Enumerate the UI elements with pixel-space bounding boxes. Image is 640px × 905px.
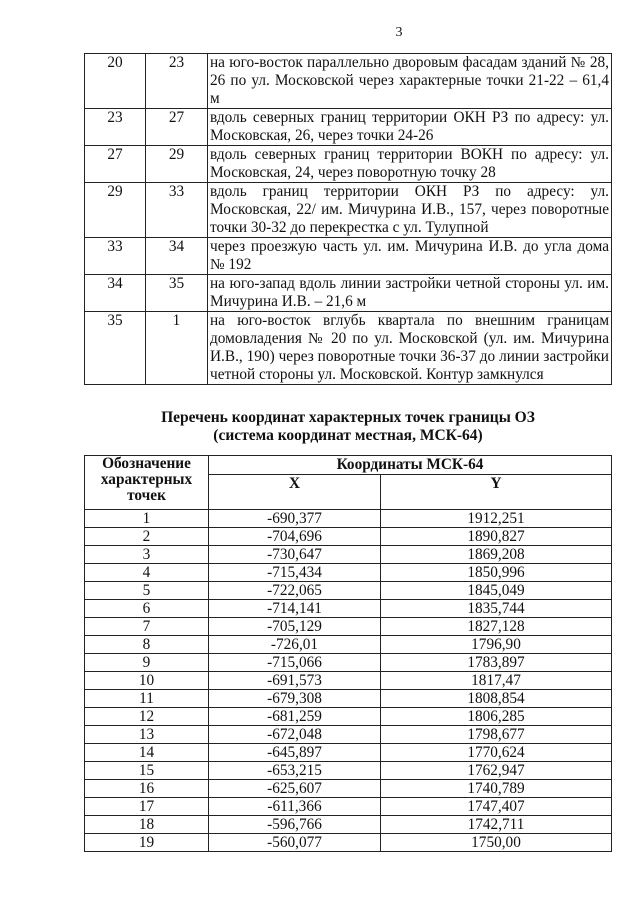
coord-x: -596,766 xyxy=(209,816,381,834)
coord-x: -625,607 xyxy=(209,780,381,798)
point-number: 1 xyxy=(85,510,209,528)
coord-y: 1747,407 xyxy=(381,798,612,816)
title-line-1: Перечень координат характерных точек границы ОЗ xyxy=(161,409,535,426)
segment-description: вдоль границ территории ОКН РЗ по адресу: ул. Московская, 22/ им. Мичурина И.В., 157, через поворотные точки 30-32 до перекрестка с ул. Тулупной xyxy=(208,183,612,238)
point-number: 17 xyxy=(85,798,209,816)
coord-y: 1845,049 xyxy=(381,582,612,600)
table-row xyxy=(85,275,612,312)
coord-x: -730,647 xyxy=(209,546,381,564)
point-number: 14 xyxy=(85,744,209,762)
table-row xyxy=(85,816,612,834)
coord-y: 1770,624 xyxy=(381,744,612,762)
coord-y: 1742,711 xyxy=(381,816,612,834)
segment-description: на юго-запад вдоль линии застройки четной стороны ул. им. Мичурина И.В. – 21,6 м xyxy=(208,275,612,312)
coord-x: -722,065 xyxy=(209,582,381,600)
table-row xyxy=(85,780,612,798)
from-point: 20 xyxy=(85,54,146,109)
segment-description: на юго-восток параллельно дворовым фасадам зданий № 28, 26 по ул. Московской через характерные точки 21-22 – 61,4 м xyxy=(208,54,612,109)
coord-y: 1850,996 xyxy=(381,564,612,582)
coord-x: -611,366 xyxy=(209,798,381,816)
point-number: 4 xyxy=(85,564,209,582)
coord-x: -672,048 xyxy=(209,726,381,744)
coord-y: 1796,90 xyxy=(381,636,612,654)
point-number: 19 xyxy=(85,834,209,852)
point-number: 8 xyxy=(85,636,209,654)
table-row xyxy=(85,762,612,780)
segment-description: вдоль северных границ территории ВОКН по адресу: ул. Московская, 24, через поворотную точку 28 xyxy=(208,146,612,183)
coord-y: 1740,789 xyxy=(381,780,612,798)
coord-y: 1806,285 xyxy=(381,708,612,726)
point-number: 11 xyxy=(85,690,209,708)
header-x: X xyxy=(209,475,381,510)
segment-description: на юго-восток вглубь квартала по внешним границам домовладения № 20 по ул. Московской (ул. им. Мичурина И.В., 190) через поворотные точки 36-37 до линии застройки четной стороны ул. Московской. Контур замкнулся xyxy=(208,312,612,385)
coord-y: 1835,744 xyxy=(381,600,612,618)
point-number: 9 xyxy=(85,654,209,672)
coord-y: 1869,208 xyxy=(381,546,612,564)
from-point: 23 xyxy=(85,109,146,146)
point-number: 16 xyxy=(85,780,209,798)
coord-x: -714,141 xyxy=(209,600,381,618)
table-row xyxy=(85,600,612,618)
table-row xyxy=(85,510,612,528)
segment-description: через проезжую часть ул. им. Мичурина И.В. до угла дома № 192 xyxy=(208,238,612,275)
point-number: 15 xyxy=(85,762,209,780)
coord-y: 1808,854 xyxy=(381,690,612,708)
table-row xyxy=(85,238,612,275)
table-row xyxy=(85,708,612,726)
table-row xyxy=(85,654,612,672)
header-point: Обозначение характерных точек xyxy=(85,456,209,510)
table-row xyxy=(85,528,612,546)
coord-x: -679,308 xyxy=(209,690,381,708)
table-row xyxy=(85,312,612,385)
segment-description: вдоль северных границ территории ОКН РЗ по адресу: ул. Московская, 26, через точки 24-26 xyxy=(208,109,612,146)
from-point: 33 xyxy=(85,238,146,275)
from-point: 27 xyxy=(85,146,146,183)
from-point: 34 xyxy=(85,275,146,312)
to-point: 29 xyxy=(146,146,208,183)
to-point: 23 xyxy=(146,54,208,109)
table-row xyxy=(85,744,612,762)
header-y: Y xyxy=(381,475,612,510)
coord-x: -560,077 xyxy=(209,834,381,852)
coord-x: -645,897 xyxy=(209,744,381,762)
title-line-2: (система координат местная, МСК-64) xyxy=(213,427,483,444)
table-row xyxy=(85,564,612,582)
coordinates-table xyxy=(84,455,612,852)
coord-x: -715,066 xyxy=(209,654,381,672)
coord-y: 1817,47 xyxy=(381,672,612,690)
table-row xyxy=(85,690,612,708)
table-row xyxy=(85,672,612,690)
to-point: 27 xyxy=(146,109,208,146)
table-row xyxy=(85,183,612,238)
coord-x: -705,129 xyxy=(209,618,381,636)
point-number: 10 xyxy=(85,672,209,690)
to-point: 33 xyxy=(146,183,208,238)
coord-x: -704,696 xyxy=(209,528,381,546)
table-row xyxy=(85,798,612,816)
coord-x: -715,434 xyxy=(209,564,381,582)
header-coords: Координаты МСК-64 xyxy=(209,456,612,475)
table-row xyxy=(85,582,612,600)
from-point: 29 xyxy=(85,183,146,238)
point-number: 12 xyxy=(85,708,209,726)
coord-x: -691,573 xyxy=(209,672,381,690)
table-row xyxy=(85,618,612,636)
table-row xyxy=(85,726,612,744)
point-number: 5 xyxy=(85,582,209,600)
coord-x: -726,01 xyxy=(209,636,381,654)
coord-y: 1762,947 xyxy=(381,762,612,780)
coord-x: -690,377 xyxy=(209,510,381,528)
table-row xyxy=(85,834,612,852)
table-row xyxy=(85,636,612,654)
to-point: 34 xyxy=(146,238,208,275)
to-point: 1 xyxy=(146,312,208,385)
point-number: 7 xyxy=(85,618,209,636)
table-row xyxy=(85,54,612,109)
point-number: 13 xyxy=(85,726,209,744)
point-number: 2 xyxy=(85,528,209,546)
from-point: 35 xyxy=(85,312,146,385)
table-row xyxy=(85,109,612,146)
coord-x: -681,259 xyxy=(209,708,381,726)
coord-y: 1912,251 xyxy=(381,510,612,528)
coordinates-title xyxy=(84,409,612,445)
point-number: 6 xyxy=(85,600,209,618)
point-number: 18 xyxy=(85,816,209,834)
coord-y: 1827,128 xyxy=(381,618,612,636)
to-point: 35 xyxy=(146,275,208,312)
coord-y: 1783,897 xyxy=(381,654,612,672)
coord-y: 1750,00 xyxy=(381,834,612,852)
coord-y: 1798,677 xyxy=(381,726,612,744)
boundary-description-table xyxy=(84,53,612,385)
table-row xyxy=(85,546,612,564)
table-row xyxy=(85,146,612,183)
page-number: 3 xyxy=(395,25,403,40)
coord-x: -653,215 xyxy=(209,762,381,780)
coord-y: 1890,827 xyxy=(381,528,612,546)
point-number: 3 xyxy=(85,546,209,564)
